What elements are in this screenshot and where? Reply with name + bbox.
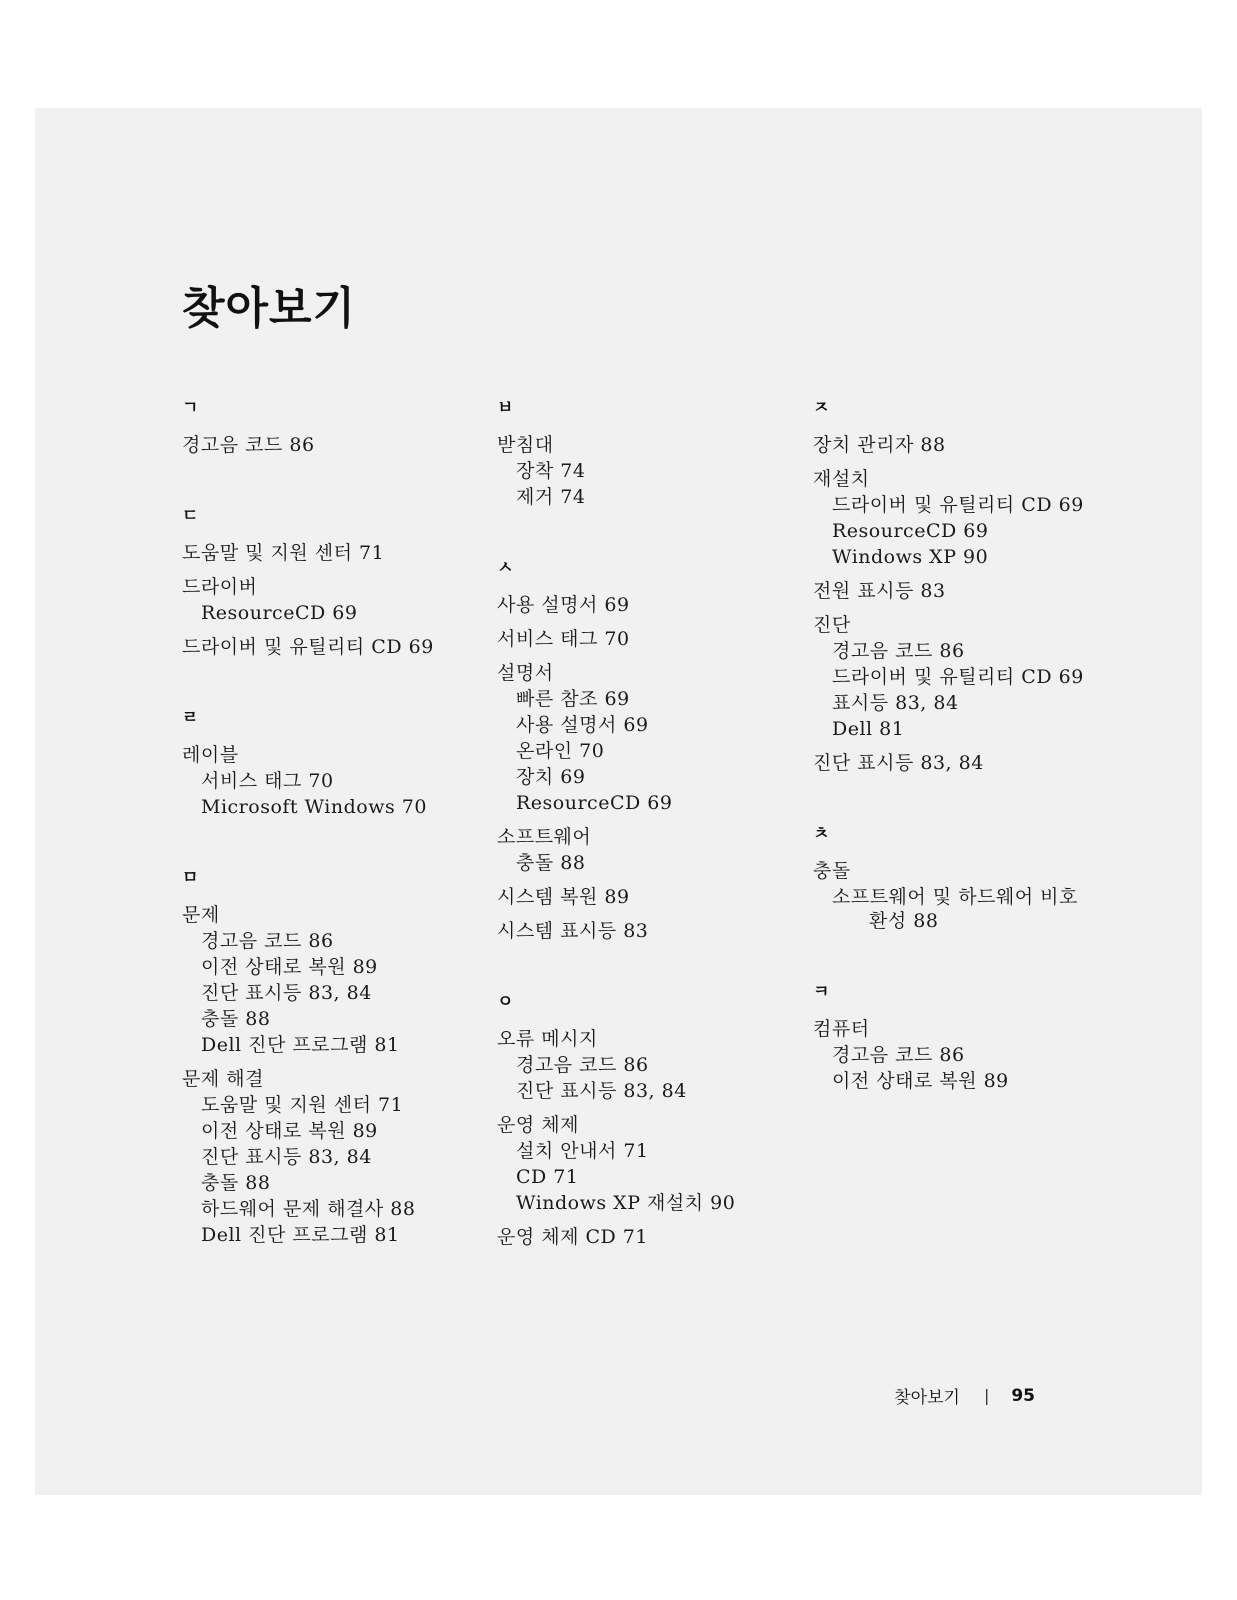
index-subentry: 표시등 83, 84 xyxy=(832,692,959,714)
index-entry xyxy=(813,858,1103,934)
index-subentry: 사용 설명서 69 xyxy=(516,714,649,736)
index-term: 사용 설명서 69 xyxy=(497,594,630,616)
index-subentry: 진단 표시등 83, 84 xyxy=(201,1146,372,1168)
index-term: 문제 xyxy=(182,904,220,926)
index-entry xyxy=(813,432,1103,458)
index-subentry: 온라인 70 xyxy=(516,740,605,762)
index-entry xyxy=(497,626,787,652)
index-subentry: 이전 상태로 복원 89 xyxy=(201,1120,378,1142)
index-entry xyxy=(497,1112,787,1216)
index-entry xyxy=(497,592,787,618)
index-subentry: 경고음 코드 86 xyxy=(832,1044,965,1066)
index-term: 전원 표시등 83 xyxy=(813,580,946,602)
index-subentry: 설치 안내서 71 xyxy=(516,1140,649,1162)
section-letter: ㄹ xyxy=(182,708,199,728)
index-subentry: Dell 81 xyxy=(832,718,905,740)
index-entry xyxy=(813,612,1103,742)
section-letter: ㅊ xyxy=(813,824,830,844)
index-term: 문제 해결 xyxy=(182,1068,264,1090)
index-subentry: 서비스 태그 70 xyxy=(201,770,334,792)
page-number: 95 xyxy=(1011,1385,1035,1406)
index-section xyxy=(182,506,472,660)
index-section xyxy=(813,398,1103,776)
index-subentry: 경고음 코드 86 xyxy=(516,1054,649,1076)
index-subentry: 소프트웨어 및 하드웨어 비호 xyxy=(832,886,1078,908)
section-letter: ㅇ xyxy=(497,992,514,1012)
index-section xyxy=(182,398,472,458)
index-entry xyxy=(182,432,472,458)
index-term: 운영 체제 CD 71 xyxy=(497,1226,648,1248)
index-subentry: 도움말 및 지원 센터 71 xyxy=(201,1094,404,1116)
index-subentry: Windows XP 90 xyxy=(832,546,989,568)
index-term: 진단 표시등 83, 84 xyxy=(813,752,984,774)
index-entry xyxy=(497,1026,787,1104)
index-section xyxy=(813,824,1103,934)
index-subentry: Windows XP 재설치 90 xyxy=(516,1192,736,1214)
index-subentry: 이전 상태로 복원 89 xyxy=(832,1070,1009,1092)
index-subentry: 충돌 88 xyxy=(201,1008,271,1030)
index-subentry: 드라이버 및 유틸리티 CD 69 xyxy=(832,666,1084,688)
index-subentry: CD 71 xyxy=(516,1166,579,1188)
footer-label: 찾아보기 xyxy=(894,1388,960,1408)
index-subentry: 이전 상태로 복원 89 xyxy=(201,956,378,978)
index-subentry: 빠른 참조 69 xyxy=(516,688,630,710)
section-letter: ㄷ xyxy=(182,506,199,526)
index-subentry: 제거 74 xyxy=(516,486,586,508)
index-term: 컴퓨터 xyxy=(813,1018,870,1040)
index-entry xyxy=(813,750,1103,776)
index-term: 장치 관리자 88 xyxy=(813,434,946,456)
index-section xyxy=(182,868,472,1248)
index-entry xyxy=(497,824,787,876)
index-subentry: 충돌 88 xyxy=(516,852,586,874)
index-term: 오류 메시지 xyxy=(497,1028,598,1050)
index-entry xyxy=(813,1016,1103,1094)
index-subentry: 장치 69 xyxy=(516,766,586,788)
index-subentry: Dell 진단 프로그램 81 xyxy=(201,1034,400,1056)
index-section xyxy=(497,992,787,1250)
index-term: 설명서 xyxy=(497,662,554,684)
index-term: 재설치 xyxy=(813,468,870,490)
index-term: 시스템 표시등 83 xyxy=(497,920,649,942)
index-entry xyxy=(497,884,787,910)
index-subentry: ResourceCD 69 xyxy=(516,792,673,814)
index-section xyxy=(497,558,787,944)
index-term: 드라이버 xyxy=(182,576,258,598)
index-term: 받침대 xyxy=(497,434,554,456)
index-entry xyxy=(497,432,787,510)
index-entry xyxy=(813,466,1103,570)
index-entry xyxy=(497,918,787,944)
index-term: 소프트웨어 xyxy=(497,826,592,848)
index-term: 서비스 태그 70 xyxy=(497,628,630,650)
index-column-1 xyxy=(182,398,472,1296)
index-entry xyxy=(182,540,472,566)
index-term: 시스템 복원 89 xyxy=(497,886,630,908)
index-term: 충돌 xyxy=(813,860,851,882)
section-letter: ㅁ xyxy=(182,868,199,888)
index-entry xyxy=(182,902,472,1058)
index-subentry: 진단 표시등 83, 84 xyxy=(201,982,372,1004)
index-column-2 xyxy=(497,398,787,1298)
index-term: 레이블 xyxy=(182,744,239,766)
index-column-3 xyxy=(813,398,1103,1142)
index-section xyxy=(813,982,1103,1094)
index-entry xyxy=(813,578,1103,604)
index-subentry: 경고음 코드 86 xyxy=(201,930,334,952)
index-section xyxy=(497,398,787,510)
index-subentry: ResourceCD 69 xyxy=(832,520,989,542)
index-subentry: 경고음 코드 86 xyxy=(832,640,965,662)
index-subentry: ResourceCD 69 xyxy=(201,602,358,624)
index-term: 도움말 및 지원 센터 71 xyxy=(182,542,385,564)
index-subentry: 하드웨어 문제 해결사 88 xyxy=(201,1198,416,1220)
index-subentry: 진단 표시등 83, 84 xyxy=(516,1080,687,1102)
section-letter: ㅂ xyxy=(497,398,514,418)
index-term: 진단 xyxy=(813,614,851,636)
section-letter: ㅈ xyxy=(813,398,830,418)
footer-divider: | xyxy=(983,1386,990,1405)
index-subentry: 드라이버 및 유틸리티 CD 69 xyxy=(832,494,1084,516)
index-entry xyxy=(182,1066,472,1248)
index-subentry: 환성 88 xyxy=(869,910,939,932)
section-letter: ㄱ xyxy=(182,398,199,418)
page-title: 찾아보기 xyxy=(182,283,357,334)
index-entry xyxy=(182,742,472,820)
index-entry xyxy=(182,634,472,660)
index-subentry: 충돌 88 xyxy=(201,1172,271,1194)
index-subentry: Microsoft Windows 70 xyxy=(201,796,427,818)
page-footer xyxy=(894,1383,1035,1408)
section-letter: ㅅ xyxy=(497,558,514,578)
index-entry xyxy=(182,574,472,626)
index-term: 운영 체제 xyxy=(497,1114,579,1136)
index-section xyxy=(182,708,472,820)
section-letter: ㅋ xyxy=(813,982,830,1002)
index-entry xyxy=(497,1224,787,1250)
index-subentry: Dell 진단 프로그램 81 xyxy=(201,1224,400,1246)
index-term: 드라이버 및 유틸리티 CD 69 xyxy=(182,636,434,658)
index-term: 경고음 코드 86 xyxy=(182,434,315,456)
index-subentry: 장착 74 xyxy=(516,460,586,482)
index-entry xyxy=(497,660,787,816)
